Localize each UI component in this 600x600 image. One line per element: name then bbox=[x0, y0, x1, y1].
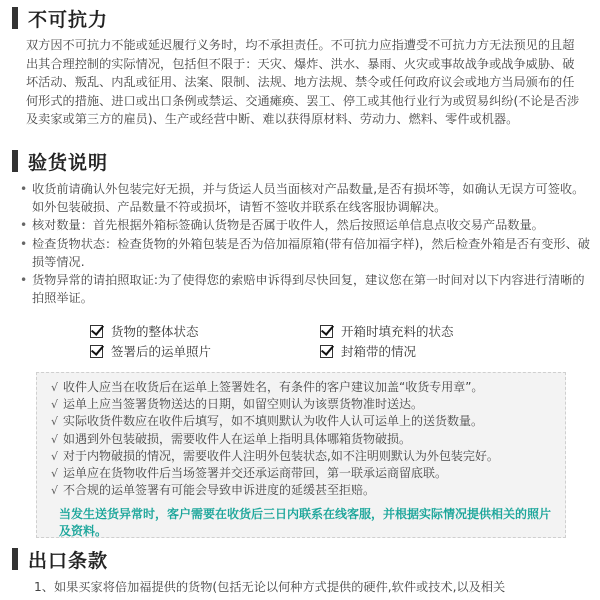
checklist-item bbox=[320, 322, 510, 340]
force-majeure-body: 双方因不可抗力不能或延迟履行义务时，均不承担责任。不可抗力应指遭受不可抗力方无法预见的且超出其合理控制的实际情况，包括但不限于：天灾、爆炸、洪水、暴雨、火灾或事故战争或战争威胁、破坏活动、叛乱、内乱或征用、法案、限制、法规、地方法规、禁令或任何政府议会或地方当局颁布的任何形式的措施、进口或出口条例或禁运、交通瘫痪、罢工、停工或其他行业行为或贸易纠纷(不论是否涉及卖家或第三方的雇员)、生产或经营中断、难以获得原材料、劳动力、燃料、零件或机器。 bbox=[26, 38, 580, 127]
export-body: 1、如果买家将倍加福提供的货物(包括无论以何种方式提供的硬件,软件或技术,以及相关 bbox=[34, 580, 506, 594]
notice-item: √ 运单上应当签署货物送达的日期，如留空则认为该票货物准时送达。 bbox=[51, 396, 561, 413]
notice-item: √ 对于内物破损的情况，需要收件人注明外包装状态,如不注明则默认为外包装完好。 bbox=[51, 448, 561, 465]
heading-bar bbox=[12, 548, 18, 570]
notice-alert: 当发生送货异常时，客户需要在收货后三日内联系在线客服，并根据实际情况提供相关的照片及资料。 bbox=[59, 507, 552, 538]
checklist-item bbox=[90, 322, 320, 340]
notice-item: √ 实际收货件数应在收件后填写，如不填则默认为收件人认可运单上的送货数量。 bbox=[51, 413, 561, 430]
checklist-label: 开箱时填充料的状态 bbox=[341, 324, 454, 339]
inspection-item: • 货物异常的请拍照取证:为了使得您的索赔申诉得到尽快回复，建议您在第一时间对以下内容进行清晰的拍照举证。 bbox=[20, 271, 590, 307]
notice-item: √ 如遇到外包装破损，需要收件人在运单上指明具体哪箱货物破损。 bbox=[51, 431, 561, 448]
notice-item: √ 运单应在货物收件后当场签署并交还承运商带回，第一联承运商留底联。 bbox=[51, 465, 561, 482]
notice-item: √ 不合规的运单签署有可能会导致申诉进度的延缓甚至拒赔。 bbox=[51, 482, 561, 499]
notice-list bbox=[51, 379, 561, 499]
notice-item: √ 收件人应当在收货后在运单上签署姓名，有条件的客户建议加盖“收货专用章”。 bbox=[51, 379, 561, 396]
heading-bar bbox=[12, 150, 18, 172]
heading-bar bbox=[12, 7, 18, 29]
checklist-label: 签署后的运单照片 bbox=[111, 344, 212, 359]
export-heading bbox=[12, 547, 108, 571]
signing-notice-box bbox=[36, 372, 566, 538]
force-majeure-heading bbox=[12, 6, 108, 30]
export-title: 出口条款 bbox=[28, 549, 109, 572]
checklist-item bbox=[320, 342, 510, 360]
checklist-label: 货物的整体状态 bbox=[111, 324, 199, 339]
checkbox-checked-icon bbox=[90, 325, 103, 338]
checklist-item bbox=[90, 342, 320, 360]
photo-checklist bbox=[90, 322, 510, 360]
checkbox-checked-icon bbox=[320, 325, 333, 338]
inspection-heading bbox=[12, 149, 108, 173]
inspection-item: • 核对数量：首先根据外箱标签确认货物是否属于收件人，然后按照运单信息点收交易产品数量。 bbox=[20, 216, 590, 234]
inspection-item: • 收货前请确认外包装完好无损，并与货运人员当面核对产品数量,是否有损坏等，如确认无误方可签收。如外包装破损、产品数量不符或损坏，请暂不签收并联系在线客服协调解决。 bbox=[20, 180, 590, 216]
inspection-item: • 检查货物状态：检查货物的外箱包装是否为倍加福原箱(带有倍加福字样)，然后检查外箱是否有变形、破损等情况. bbox=[20, 235, 590, 271]
force-majeure-title: 不可抗力 bbox=[28, 8, 109, 31]
checkbox-checked-icon bbox=[90, 345, 103, 358]
inspection-list bbox=[20, 180, 590, 307]
checkbox-checked-icon bbox=[320, 345, 333, 358]
inspection-title: 验货说明 bbox=[28, 151, 109, 174]
checklist-label: 封箱带的情况 bbox=[341, 344, 417, 359]
